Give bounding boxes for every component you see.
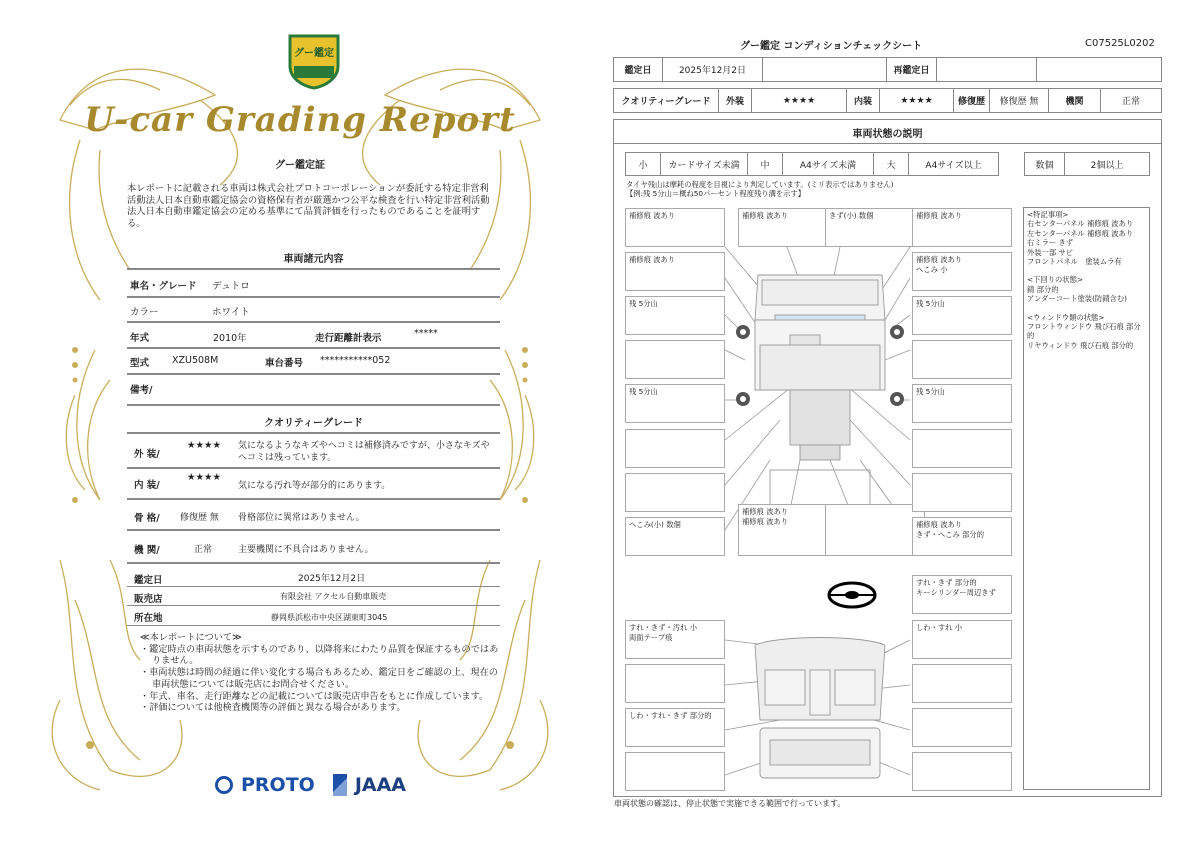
divider [127, 268, 500, 270]
chassis-label: 車台番号 [265, 358, 304, 369]
address-label: 所在地 [134, 613, 163, 624]
defect-box: しわ・すれ 小 [912, 620, 1012, 659]
divider [127, 432, 500, 434]
divider [127, 404, 500, 406]
date-value: 2025年12月2日 [663, 58, 763, 81]
defect-box: きず(小) 数個 [825, 208, 925, 247]
steering-wheel-icon [826, 580, 878, 610]
date-label: 鑑定日 [134, 575, 163, 586]
defect-box: 補修痕 波あり [912, 208, 1012, 247]
interior-desc: 気になる汚れ等が部分的にあります。 [238, 481, 391, 491]
int-stars: ★★★★ [880, 89, 954, 112]
defect-box: すれ・きず 部分的 キーシリンダー周辺きず [912, 575, 1012, 614]
special-line: リヤウィンドウ 飛び石痕 部分的 [1027, 340, 1134, 350]
defect-box [625, 752, 725, 791]
dealer-label: 販売店 [134, 594, 163, 605]
color-value: ホワイト [212, 307, 250, 318]
legend-mid-desc: A4サイズ未満 [783, 153, 874, 175]
car-name-value: デュトロ [212, 281, 250, 292]
exterior-desc: 気になるようなキズやヘコミは補修済みですが、小さなキズやヘコミは残っています。 [238, 441, 490, 463]
blank-cell [763, 58, 887, 81]
engine-value: 正常 [1121, 97, 1140, 107]
divider [127, 562, 500, 564]
engine-label: 機 関/ [134, 545, 160, 556]
legend-mid: 中 [748, 153, 783, 175]
defect-box [625, 340, 725, 379]
defect-box: しわ・すれ・きず 部分的 [625, 708, 725, 747]
engine-value: 正常 [194, 545, 213, 555]
note-item: ・評価については他検査機関等の評価と異なる場合があります。 [140, 702, 406, 714]
divider [613, 143, 1162, 144]
legend-small: 小 [626, 153, 661, 175]
mileage-label: 走行距離計表示 [315, 333, 382, 344]
special-line [1027, 266, 1146, 275]
frame-label: 骨 格/ [134, 513, 160, 524]
defect-box: 残 5分山 [912, 296, 1012, 335]
defect-box [625, 473, 725, 512]
year-value: 2010年 [213, 333, 247, 344]
quality-heading: クオリティーグレード [264, 418, 363, 429]
year-label: 年式 [130, 333, 150, 344]
divider [127, 625, 500, 626]
badge-label: グー鑑定 [294, 48, 334, 59]
divider [127, 321, 500, 323]
ext-stars: ★★★★ [752, 89, 847, 112]
address-value: 静岡県浜松市中央区湖東町3045 [271, 613, 388, 622]
proto-logo-text: PROTO [241, 774, 315, 796]
condition-heading: 車両状態の説明 [852, 129, 923, 140]
engine-desc: 主要機関に不具合はありません。 [238, 545, 374, 555]
frame-desc: 骨格部位に異常はありません。 [238, 513, 365, 523]
mileage-value: ***** [414, 328, 438, 339]
special-line: フロントウィンドウ 飛び石痕 部分的 [1027, 322, 1141, 341]
divider [127, 296, 500, 298]
model-label: 型式 [130, 358, 150, 369]
date-label: 鑑定日 [614, 58, 663, 81]
defect-box: へこみ(小) 数個 [625, 517, 725, 556]
special-line: 錆 部分的 [1027, 284, 1059, 294]
special-line: <特記事項> [1027, 210, 1069, 219]
interior-stars: ★★★★ [187, 472, 222, 483]
defect-box [912, 429, 1012, 468]
redate-label: 再鑑定日 [887, 58, 937, 81]
count-legend [1024, 152, 1150, 176]
legend-large-desc: A4サイズ以上 [925, 160, 982, 171]
divider [127, 373, 500, 375]
special-line: <下回りの状態> [1027, 275, 1084, 285]
int-label: 内装 [847, 89, 880, 112]
divider [127, 498, 500, 500]
date-value: 2025年12月2日 [298, 574, 366, 584]
certificate-subtitle: グー鑑定証 [275, 160, 325, 171]
defect-box [625, 664, 725, 703]
special-line: フロントパネル 塗装ムラ有 [1027, 257, 1122, 267]
exterior-stars: ★★★★ [187, 440, 222, 451]
note-item: ・年式、車名、走行距離などの記載については販売店申告をもとに作成しています。 [140, 690, 489, 702]
interior-label: 内 装/ [134, 480, 160, 491]
special-line: アンダーコート塗装(防錆含む) [1027, 294, 1127, 304]
certificate-intro: 本レポートに記載される車両は株式会社プロトコーポレーションが委託する特定非営利活動法人日本自動車鑑定協会の資格保有者が厳選かつ公平な検査を行い特定非営利活動法人日本自動車鑑定協会の定める基準にて品質評価を行ったものであることを証明する。 [127, 183, 490, 229]
tire-example: 【例:残 5分山＝概ね50パーセント程度残り溝を示す】 [626, 189, 806, 198]
divider [127, 529, 500, 531]
special-line: 右センターパネル 補修痕 波あり [1027, 219, 1134, 229]
legend-large: 大 [874, 153, 909, 175]
chassis-value: ***********052 [320, 355, 391, 366]
defect-box: すれ・きず・汚れ 小 両面テープ痕 [625, 620, 725, 659]
defect-box [912, 752, 1012, 791]
divider [127, 347, 500, 349]
special-line: <ウィンドウ類の状態> [1027, 312, 1105, 322]
defect-box [912, 664, 1012, 703]
defect-box: 補修痕 波あり [738, 208, 838, 247]
footer-logos [215, 772, 406, 798]
ext-label: 外装 [719, 89, 752, 112]
legend-small-desc: カードサイズ未満 [661, 153, 748, 175]
defect-box: 補修痕 波あり [625, 252, 725, 291]
grade-row [613, 88, 1162, 113]
proto-logo-icon [215, 776, 233, 794]
dealer-value: 有限会社 アクセル自動車販売 [280, 592, 387, 601]
car-name-label: 車名・グレード [130, 281, 197, 292]
special-line: 左センターパネル 補修痕 波あり [1027, 228, 1134, 238]
engine-label: 機関 [1049, 89, 1101, 112]
defect-box: 補修痕 波あり [625, 208, 725, 247]
divider [127, 586, 500, 587]
legend-count-desc: 2個以上 [1090, 160, 1124, 171]
special-notes-panel [1023, 207, 1150, 790]
report-notes [140, 632, 500, 714]
redate-value [937, 58, 1037, 81]
note-item: ・車両状態は時間の経過に伴い変化する場合もあるため、鑑定日をご確認の上、現在の車両状態については販売店にお問合せください。 [140, 667, 498, 690]
size-legend [625, 152, 999, 176]
special-line: 外装一部 サビ [1027, 247, 1074, 257]
note-item: ・鑑定時点の車両状態を示すものであり、以降将来にわたり品質を保証するものではありません。 [140, 643, 499, 667]
jaaa-logo-text: JAAA [354, 774, 407, 796]
certificate-title: U-car Grading Report [84, 100, 516, 140]
spec-heading: 車両諸元内容 [283, 254, 344, 265]
goo-badge [286, 32, 342, 90]
color-label: カラー [130, 307, 159, 318]
legend-count: 数個 [1025, 153, 1065, 175]
repair-label: 修復歴 [954, 89, 990, 112]
frame-value: 修復歴 無 [180, 513, 219, 523]
divider [127, 467, 500, 469]
defect-box: 補修痕 波あり きず・へこみ 部分的 [912, 517, 1012, 556]
defect-box [912, 473, 1012, 512]
repair-value: 修復歴 無 [990, 89, 1049, 112]
defect-box: 残 5分山 [912, 384, 1012, 423]
qg-label: クオリティーグレード [614, 89, 719, 112]
sheet-title: グー鑑定 コンディションチェックシート [740, 41, 923, 52]
defect-box [625, 429, 725, 468]
defect-box [912, 340, 1012, 379]
defect-box: 補修痕 波あり へこみ 小 [912, 252, 1012, 291]
sheet-footer: 車両状態の確認は、停止状態で実施できる範囲で行っています。 [614, 799, 846, 808]
special-line: 右ミラー きず [1027, 238, 1074, 248]
exterior-label: 外 装/ [134, 449, 160, 460]
tire-note: タイヤ残山は摩耗の程度を目視により判定しています。(ミリ表示ではありません) [626, 180, 894, 189]
jaaa-logo-icon [333, 774, 347, 796]
model-value: XZU508M [172, 355, 219, 366]
defect-box: 残 5分山 [625, 384, 725, 423]
divider [127, 605, 500, 606]
sheet-code: C07525L0202 [1085, 38, 1155, 49]
notes-heading: ≪本レポートについて≫ [140, 632, 242, 643]
remarks-label: 備考/ [130, 385, 153, 396]
defect-box [912, 708, 1012, 747]
date-row [613, 57, 1162, 82]
special-line [1027, 304, 1146, 313]
defect-box: 残 5分山 [625, 296, 725, 335]
defect-box [825, 504, 925, 556]
defect-box: 補修痕 波あり 補修痕 波あり [738, 504, 838, 556]
